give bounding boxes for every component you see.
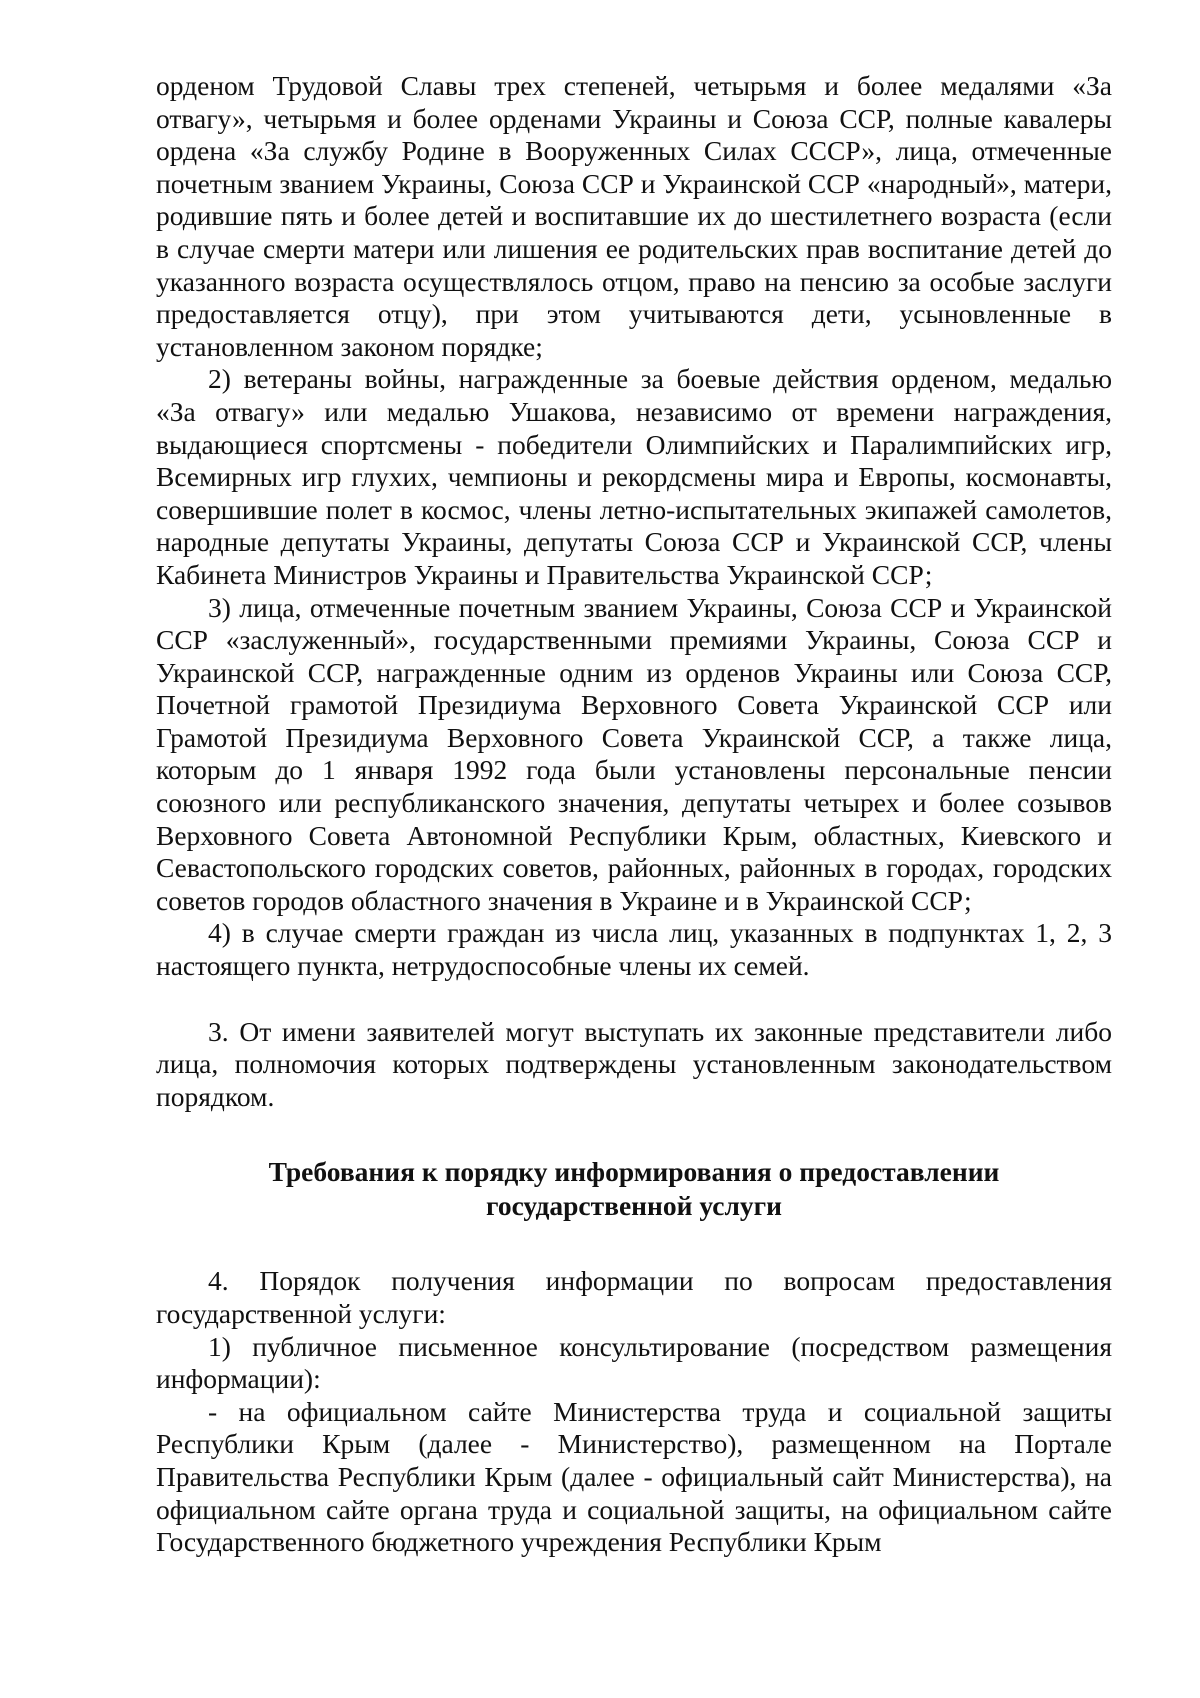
spacer — [156, 1223, 1112, 1265]
paragraph-subpoint-2: 2) ветераны войны, награжденные за боевые действия орденом, медалью «За отвагу» или медалью Ушакова, независимо от времени награждения, выдающиеся спортсмены - победители Олимпийских и Паралимпийских игр, Всемирных игр глухих, чемпионы и рекордсмены мира и Европы, космонавты, совершившие полет в космос, члены летно-испытательных экипажей самолетов, народные депутаты Украины, депутаты Союза ССР и Украинской ССР, члены Кабинета Министров Украины и Правительства Украинской ССР; — [156, 363, 1112, 590]
section-heading-line-2: государственной услуги — [486, 1190, 782, 1222]
paragraph-subpoint-3: 3) лица, отмеченные почетным званием Украины, Союза ССР и Украинской ССР «заслуженный», государственными премиями Украины, Союза ССР и Украинской ССР, награжденные одним из орденов Украины или Союза ССР, Почетной грамотой Президиума Верховного Совета Украинской ССР или Грамотой Президиума Верховного Совета Украинской ССР, а также лица, которым до 1 января 1992 года были установлены персональные пенсии союзного или республиканского значения, депутаты четырех и более созывов Верховного Совета Автономной Республики Крым, областных, Киевского и Севастопольского городских советов, районных, районных в городах, городских советов городов областного значения в Украине и в Украинской ССР; — [156, 591, 1112, 916]
section-heading — [156, 1155, 1112, 1223]
section-heading-line-1: Требования к порядку информирования о предоставлении — [268, 1156, 1000, 1188]
spacer — [156, 983, 1112, 1016]
paragraph-point-3: 3. От имени заявителей могут выступать их законные представители либо лица, полномочия которых подтверждены установленным законодательством порядком. — [156, 1015, 1112, 1112]
paragraph-point-4-bullet: - на официальном сайте Министерства труда и социальной защиты Республики Крым (далее - Министерство), размещенном на Портале Правительства Республики Крым (далее - официальный сайт Министерства), на официальном сайте органа труда и социальной защиты, на официальном сайте Государственного бюджетного учреждения Республики Крым — [156, 1395, 1112, 1558]
spacer — [156, 1113, 1112, 1155]
document-body — [156, 70, 1112, 1559]
paragraph-point-4-subpoint-1: 1) публичное письменное консультирование (посредством размещения информации): — [156, 1330, 1112, 1395]
paragraph-subpoint-4: 4) в случае смерти граждан из числа лиц, указанных в подпунктах 1, 2, 3 настоящего пункта, нетрудоспособные члены их семей. — [156, 917, 1112, 982]
paragraph-continuation-1: орденом Трудовой Славы трех степеней, четырьмя и более медалями «За отвагу», четырьмя и более орденами Украины и Союза ССР, полные кавалеры ордена «За службу Родине в Вооруженных Силах СССР», лица, отмеченные почетным званием Украины, Союза ССР и Украинской ССР «народный», матери, родившие пять и более детей и воспитавшие их до шестилетнего возраста (если в случае смерти матери или лишения ее родительских прав воспитание детей до указанного возраста осуществлялось отцом, право на пенсию за особые заслуги предоставляется отцу), при этом учитываются дети, усыновленные в установленном законом порядке; — [156, 70, 1112, 362]
paragraph-point-4: 4. Порядок получения информации по вопросам предоставления государственной услуги: — [156, 1265, 1112, 1329]
